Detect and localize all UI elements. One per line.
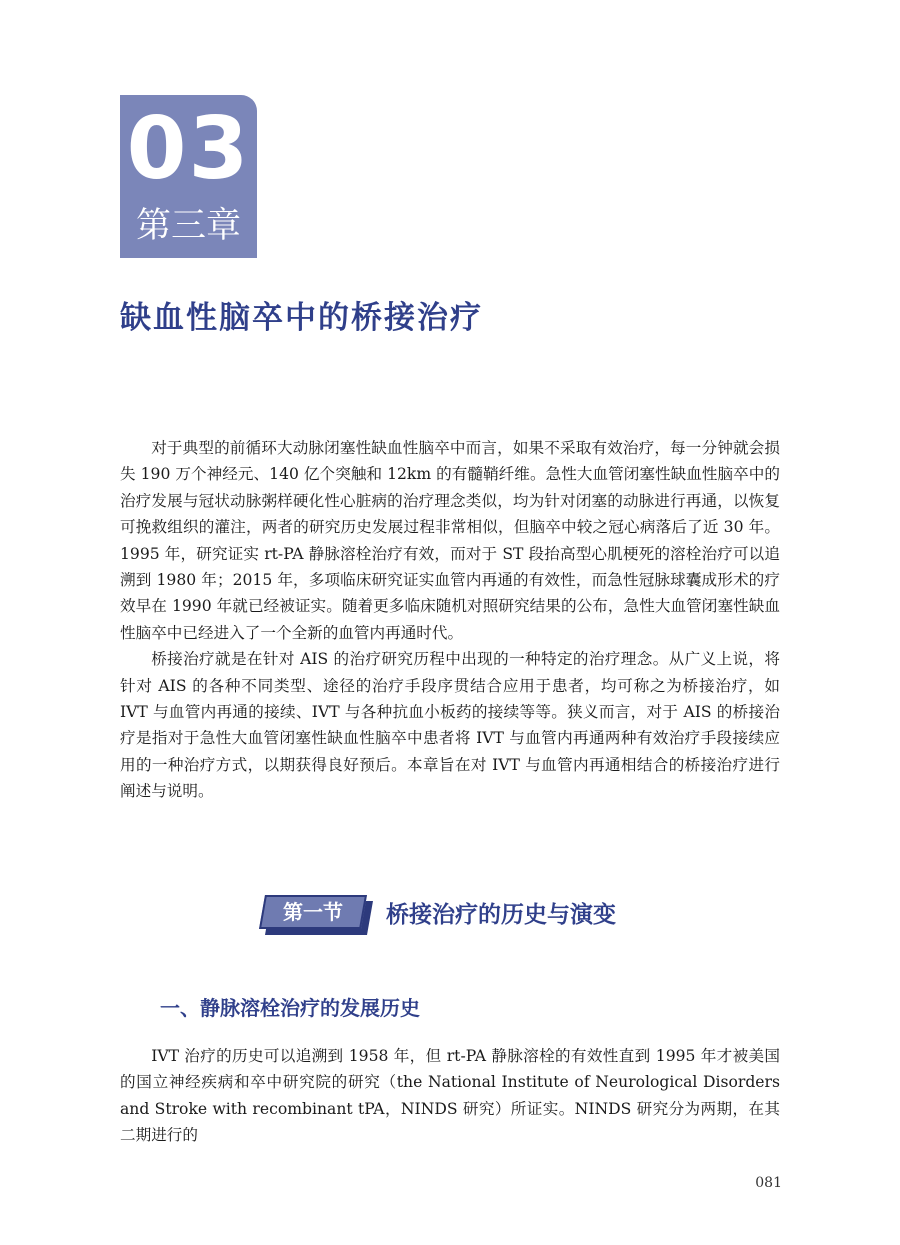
chapter-number: 03: [126, 99, 251, 199]
subsection-paragraph-1: IVT 治疗的历史可以追溯到 1958 年，但 rt-PA 静脉溶栓的有效性直到 1995 年才被美国的国立神经疾病和卒中研究院的研究（the National Institute of Neurological Disorders and Stroke with recombinant tPA，NINDS 研究）所证实。NINDS 研究分为两期，在其二期进行的: [120, 1047, 780, 1145]
section-title: 桥接治疗的历史与演变: [386, 902, 616, 928]
subsection-title: 一、静脉溶栓治疗的发展历史: [160, 996, 420, 1020]
subsection-text: [120, 1043, 780, 1149]
chapter-badge: [120, 95, 257, 258]
intro-text: [120, 435, 780, 805]
chapter-label: 第三章: [135, 206, 241, 246]
intro-paragraph-2: 桥接治疗就是在针对 AIS 的治疗研究历程中出现的一种特定的治疗理念。从广义上说，将针对 AIS 的各种不同类型、途径的治疗手段序贯结合应用于患者，均可称之为桥接治疗，如 IVT 与血管内再通的接续、IVT 与各种抗血小板药的接续等等。狭义而言，对于 AIS 的桥接治疗是指对于急性大血管闭塞性缺血性脑卒中患者将 IVT 与血管内再通两种有效治疗手段接续应用的一种治疗方式，以期获得良好预后。本章旨在对 IVT 与血管内再通相结合的桥接治疗进行阐述与说明。: [120, 650, 780, 801]
page-number: 081: [755, 1175, 782, 1191]
intro-paragraph-1: 对于典型的前循环大动脉闭塞性缺血性脑卒中而言，如果不采取有效治疗，每一分钟就会损失 190 万个神经元、140 亿个突触和 12km 的有髓鞘纤维。急性大血管闭塞性缺血性脑卒中的治疗发展与冠状动脉粥样硬化性心脏病的治疗理念类似，均为针对闭塞的动脉进行再通，以恢复可挽救组织的灌注，两者的研究历史发展过程非常相似，但脑卒中较之冠心病落后了近 30 年。1995 年，研究证实 rt-PA 静脉溶栓治疗有效，而对于 ST 段抬高型心肌梗死的溶栓治疗可以追溯到 1980 年；2015 年，多项临床研究证实血管内再通的有效性，而急性冠脉球囊成形术的疗效早在 1990 年就已经被证实。随着更多临床随机对照研究结果的公布，急性大血管闭塞性缺血性脑卒中已经进入了一个全新的血管内再通时代。: [120, 439, 780, 642]
section-label: 第一节: [283, 900, 343, 924]
chapter-title: 缺血性脑卒中的桥接治疗: [120, 300, 483, 336]
